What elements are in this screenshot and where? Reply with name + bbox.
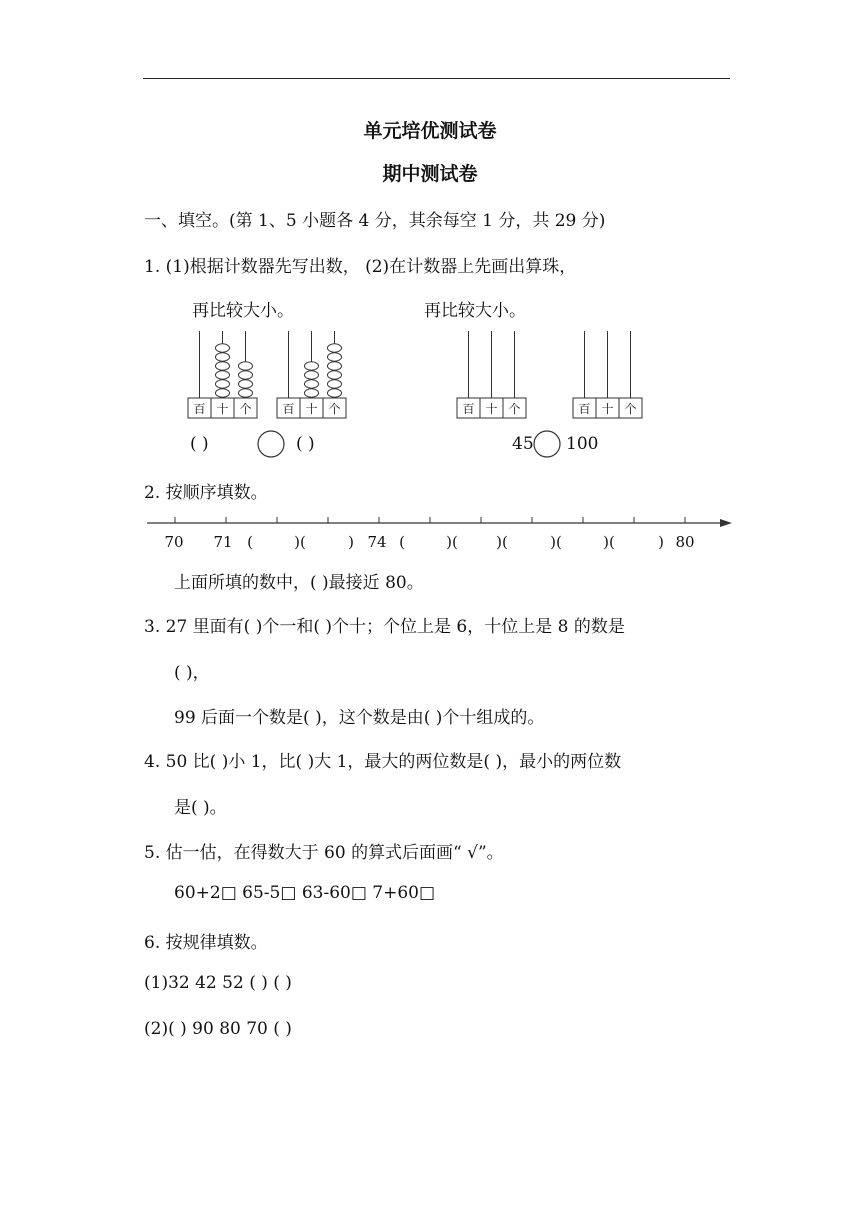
q4-line1: 4. 50 比( )小 1，比( )大 1，最大的两位数是( )，最小的两位数	[144, 752, 622, 772]
q1-line1: 1. (1)根据计数器先写出数， (2)在计数器上先画出算珠，	[144, 257, 577, 277]
abacus-label: 百	[193, 402, 206, 416]
q3-line1: 3. 27 里面有( )个一和( )个十；个位上是 6，十位上是 8 的数是	[144, 617, 625, 637]
abacus-label: 个	[624, 402, 637, 416]
number-line-arrow	[720, 519, 732, 527]
number-line-label: )(	[603, 533, 615, 551]
section-heading: 一、填空。(第 1、5 小题各 4 分，其余每空 1 分，共 29 分)	[144, 211, 606, 231]
number-line-label: )	[348, 533, 354, 551]
number-line-label: (	[399, 533, 405, 551]
q5-items: 60+2□ 65-5□ 63-60□ 7+60□	[174, 883, 436, 903]
q1-sub2: 再比较大小。	[424, 301, 526, 321]
q6-title: 6. 按规律填数。	[144, 933, 268, 953]
number-line-label: 71	[213, 533, 233, 551]
q5-title: 5. 估一估，在得数大于 60 的算式后面画“ √”。	[144, 843, 504, 863]
q1-compare-left: 45	[512, 434, 534, 454]
q2-bottom: 上面所填的数中，( )最接近 80。	[174, 573, 424, 593]
abacus-label: 个	[508, 402, 521, 416]
abacus-label: 百	[282, 402, 295, 416]
number-line-label: 80	[675, 533, 695, 551]
q2-title: 2. 按顺序填数。	[144, 483, 268, 503]
number-line-label: 74	[367, 533, 387, 551]
q1-compare-right: 100	[566, 434, 599, 454]
q1-sub1: 再比较大小。	[192, 301, 294, 321]
abacus-label: 十	[305, 402, 318, 416]
q2-number-line	[0, 0, 860, 560]
number-line-label: 70	[164, 533, 184, 551]
number-line-label: )	[658, 533, 664, 551]
number-line-label: )(	[550, 533, 562, 551]
q4-line2: 是( )。	[174, 798, 227, 818]
page-subtitle: 期中测试卷	[382, 163, 478, 185]
number-line-label: )(	[294, 533, 306, 551]
page-title: 单元培优测试卷	[363, 120, 497, 142]
q3-line2: ( )，	[174, 663, 210, 683]
abacus-label: 百	[462, 402, 475, 416]
q3-line3: 99 后面一个数是( )，这个数是由( )个十组成的。	[174, 708, 545, 728]
q6-line2: (2)( ) 90 80 70 ( )	[144, 1019, 292, 1039]
abacus-label: 个	[328, 402, 341, 416]
q1-answer-left: ( )	[190, 434, 209, 454]
abacus-label: 个	[239, 402, 252, 416]
number-line-label: )(	[496, 533, 508, 551]
q1-answer-right: ( )	[296, 434, 315, 454]
number-line-label: (	[247, 533, 253, 551]
abacus-label: 十	[485, 402, 498, 416]
q6-line1: (1)32 42 52 ( ) ( )	[144, 973, 292, 993]
abacus-label: 十	[216, 402, 229, 416]
number-line-label: )(	[446, 533, 458, 551]
abacus-label: 十	[601, 402, 614, 416]
abacus-label: 百	[578, 402, 591, 416]
